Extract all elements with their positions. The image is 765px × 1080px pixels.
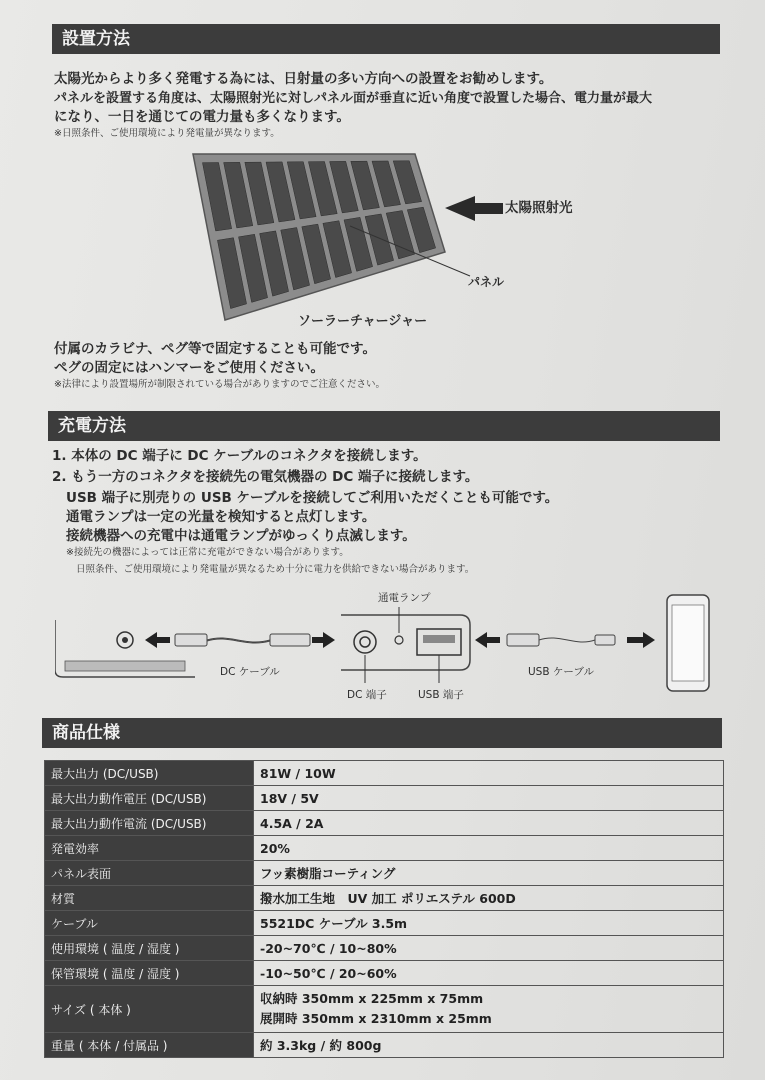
charging-note-1: ※接続先の機器によっては正常に充電ができない場合があります。 bbox=[66, 547, 349, 558]
spec-key: ケーブル bbox=[45, 911, 254, 936]
spec-row bbox=[45, 786, 724, 811]
spec-row bbox=[45, 811, 724, 836]
arrow-right-icon bbox=[312, 632, 335, 648]
usb-cable-label: USB ケーブル bbox=[528, 666, 594, 678]
spec-key: 保管環境 ( 温度 / 湿度 ) bbox=[45, 961, 254, 986]
spec-row bbox=[45, 911, 724, 936]
installation-note: ※日照条件、ご使用環境により発電量が異なります。 bbox=[54, 128, 280, 139]
spec-key: 最大出力動作電流 (DC/USB) bbox=[45, 811, 254, 836]
sunlight-arrow-icon bbox=[445, 196, 503, 221]
spec-key: 発電効率 bbox=[45, 836, 254, 861]
installation-line-1: 太陽光からより多く発電する為には、日射量の多い方向への設置をお勧めします。 bbox=[54, 71, 553, 87]
spec-value: 18V / 5V bbox=[254, 786, 724, 811]
spec-key: 最大出力動作電圧 (DC/USB) bbox=[45, 786, 254, 811]
spec-value: 撥水加工生地 UV 加工 ポリエステル 600D bbox=[254, 886, 724, 911]
charging-step-1: 1. 本体の DC 端子に DC ケーブルのコネクタを接続します。 bbox=[52, 448, 427, 464]
fix-note: ※法律により設置場所が制限されている場合がありますのでご注意ください。 bbox=[54, 379, 385, 390]
spec-table bbox=[44, 760, 724, 1058]
fix-line-2: ペグの固定にはハンマーをご使用ください。 bbox=[54, 360, 324, 376]
spec-value: 20% bbox=[254, 836, 724, 861]
spec-row bbox=[45, 1033, 724, 1058]
charger-label: ソーラーチャージャー bbox=[298, 314, 428, 329]
spec-value: 約 3.3kg / 約 800g bbox=[254, 1033, 724, 1058]
spec-value: 4.5A / 2A bbox=[254, 811, 724, 836]
spec-value: 5521DC ケーブル 3.5m bbox=[254, 911, 724, 936]
spec-value-line: 展開時 350mm x 2310mm x 25mm bbox=[260, 1011, 492, 1026]
dc-cable-label: DC ケーブル bbox=[220, 666, 280, 678]
lamp-label: 通電ランプ bbox=[378, 592, 431, 604]
dc-cable-icon bbox=[175, 634, 310, 646]
fix-line-1: 付属のカラビナ、ペグ等で固定することも可能です。 bbox=[54, 341, 376, 357]
spec-row bbox=[45, 886, 724, 911]
charging-line-3: 接続機器への充電中は通電ランプがゆっくり点滅します。 bbox=[66, 528, 416, 544]
spec-row bbox=[45, 861, 724, 886]
spec-key: 材質 bbox=[45, 886, 254, 911]
usb-port-label: USB 端子 bbox=[418, 689, 464, 701]
external-device-icon bbox=[55, 620, 195, 677]
charging-note-2: 日照条件、ご使用環境により発電量が異なるため十分に電力を供給できない場合があります。 bbox=[76, 564, 475, 575]
spec-row bbox=[45, 836, 724, 861]
spec-key: 重量 ( 本体 / 付属品 ) bbox=[45, 1033, 254, 1058]
installation-line-3: になり、一日を通じての電力量も多くなります。 bbox=[54, 109, 350, 125]
spec-row bbox=[45, 961, 724, 986]
solar-panel-illustration bbox=[185, 148, 605, 328]
panel-label: パネル bbox=[468, 275, 505, 289]
usb-cable-icon bbox=[507, 634, 615, 646]
spec-key: 最大出力 (DC/USB) bbox=[45, 761, 254, 786]
charging-heading: 充電方法 bbox=[48, 411, 720, 441]
charging-line-2: 通電ランプは一定の光量を検知すると点灯します。 bbox=[66, 509, 376, 525]
installation-heading: 設置方法 bbox=[52, 24, 720, 54]
spec-row bbox=[45, 986, 724, 1033]
charging-step-2: 2. もう一方のコネクタを接続先の電気機器の DC 端子に接続します。 bbox=[52, 469, 479, 485]
specs-heading: 商品仕様 bbox=[42, 718, 722, 748]
spec-value: -20~70℃ / 10~80% bbox=[254, 936, 724, 961]
spec-value bbox=[254, 986, 724, 1033]
installation-line-2: パネルを設置する角度は、太陽照射光に対しパネル面が垂直に近い角度で設置した場合、電力量が最大 bbox=[54, 91, 653, 106]
dc-port-label: DC 端子 bbox=[347, 689, 387, 701]
spec-value: フッ素樹脂コーティング bbox=[254, 861, 724, 886]
sunlight-label: 太陽照射光 bbox=[505, 200, 573, 216]
charging-line-1: USB 端子に別売りの USB ケーブルを接続してご利用いただくことも可能です。 bbox=[66, 490, 559, 506]
spec-value-line: 収納時 350mm x 225mm x 75mm bbox=[260, 991, 484, 1006]
spec-value: 81W / 10W bbox=[254, 761, 724, 786]
arrow-left-icon-2 bbox=[475, 632, 500, 648]
arrow-right-icon-2 bbox=[627, 632, 655, 648]
spec-key: サイズ ( 本体 ) bbox=[45, 986, 254, 1033]
spec-value: -10~50℃ / 20~60% bbox=[254, 961, 724, 986]
smartphone-icon bbox=[667, 595, 709, 691]
spec-key: パネル表面 bbox=[45, 861, 254, 886]
spec-row bbox=[45, 761, 724, 786]
arrow-left-icon bbox=[145, 632, 170, 648]
spec-row bbox=[45, 936, 724, 961]
spec-key: 使用環境 ( 温度 / 湿度 ) bbox=[45, 936, 254, 961]
charger-box-icon bbox=[341, 607, 470, 683]
